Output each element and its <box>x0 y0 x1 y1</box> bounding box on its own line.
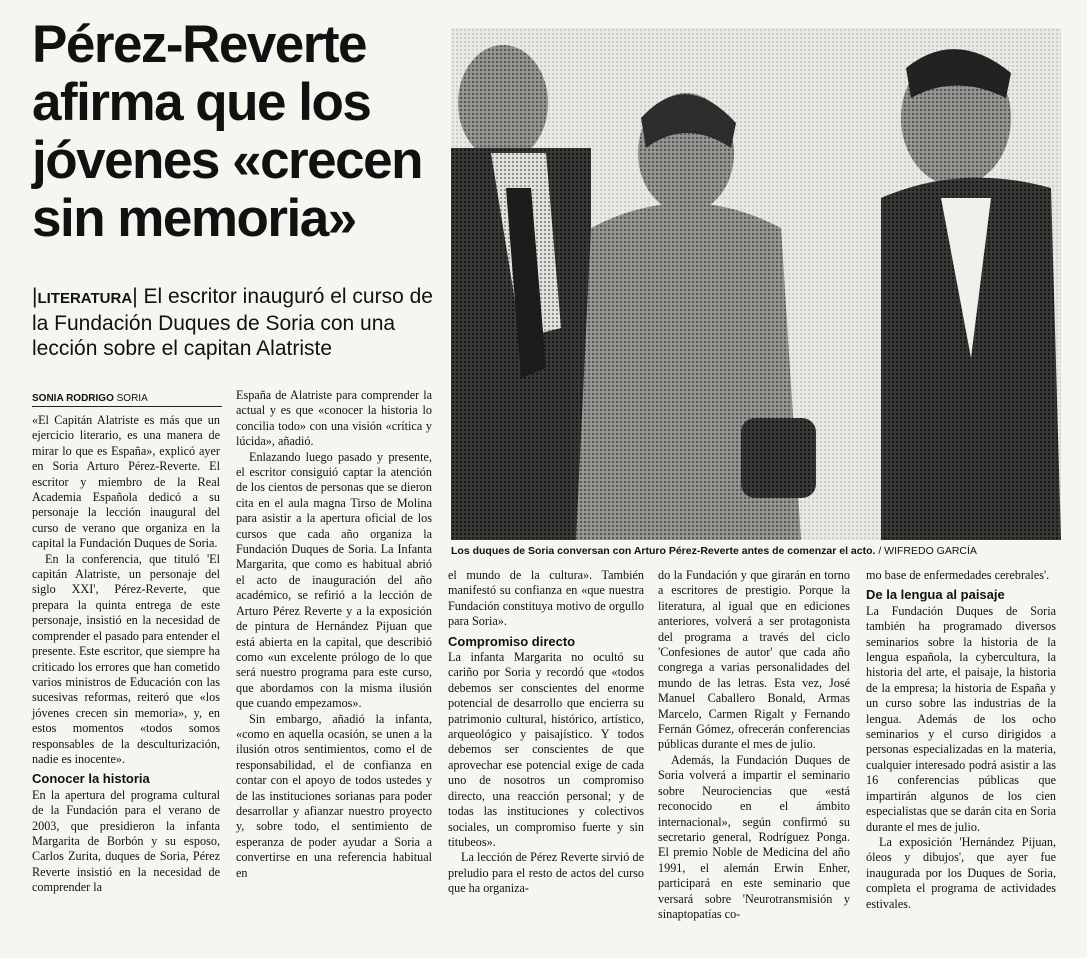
headline: Pérez-Reverte afirma que los jóvenes «crecen sin memoria» <box>32 15 422 248</box>
paragraph: En la apertura del programa cultural de la Fundación para el verano de 2003, que presidieron la infanta Margarita de Borbón y su esposo, Carlos Zurita, duques de Soria, Pérez Reverte insistió en la necesidad de comprender la <box>32 787 220 895</box>
paragraph: España de Alatriste para comprender la actual y es que «conocer la historia lo concilia todo» con una visión «crítica y lúcida», añadió. <box>236 388 432 449</box>
article-column-5 <box>866 568 1056 912</box>
paragraph: La lección de Pérez Reverte sirvió de preludio para el resto de actos del curso que ha organiza- <box>448 850 644 896</box>
section-heading: De la lengua al paisaje <box>866 587 1005 603</box>
paragraph: mo base de enfermedades cerebrales'. <box>866 568 1050 582</box>
section-heading: Compromiso directo <box>448 633 576 649</box>
article-column-3 <box>448 568 644 897</box>
paragraph: En la conferencia, que tituló 'El capitán Alatriste, un personaje del siglo XXI', Pérez-Reverte, que prepara la quinta entrega de este personaje, insistió en la necesidad de comprender el pasado para entender el presente. Este escritor, que siempre ha criticado los errores que han cometido varios ministros de Educación con las sucesivas reformas, reiteró que «los jóvenes crecen sin memoria», y, en estos momentos «todos somos responsables de la desculturización, nadie es inocente». <box>32 551 220 766</box>
paragraph: Sin embargo, añadió la infanta, «como en aquella ocasión, se unen a la ilusión otros sentimientos, como el de responsabilidad, el de confianza en contar con el apoyo de todos ustedes y de las instituciones sorianas para poder desarrollar y afianzar nuestro proyecto y, sobre todo, el sentimiento de esperanza de poder ayudar a Soria a convertirse en una referencia habitual en <box>236 711 432 880</box>
article-column-1 <box>32 413 220 896</box>
paragraph: Además, la Fundación Duques de Soria volverá a impartir el seminario sobre Neurociencias que «está reconocido en el ámbito internacional», según confirmó su secretario general, Rodríguez Ponga. El premio Noble de Medicina del año 1991, el alemán Erwin Enher, participará en este seminario que versará sobre 'Neurotransmisión y sinaptopatías co- <box>658 752 850 921</box>
subheadline-text: El escritor inauguró el curso de la Fundación Duques de Soria con una lección sobre el capitan Alatriste <box>32 285 433 360</box>
paragraph: La exposición 'Hernández Pijuan, óleos y dibujos', que ayer fue inaugurada por los Duques de Soria, completa el programa de actividades estivales. <box>866 834 1056 911</box>
paragraph: La infanta Margarita no ocultó su cariño por Soria y recordó que «todos debemos ser conscientes del enorme potencial de desarrollo que encierra su patrimonio cultural, histórico, artístico, arqueológico y paisajístico. Y todos debemos ser conscientes de que aprovechar ese potencial exige de cada uno de nosotros un compromiso directo, una reacción personal; y de todas las instituciones y colectivos sociales, un compromiso fuerte y sin titubeos». <box>448 650 644 849</box>
article-column-4 <box>658 568 850 922</box>
byline-location: SORIA <box>116 393 148 404</box>
photo-image <box>451 28 1061 540</box>
paragraph: «El Capitán Alatriste es más que un ejercicio literario, es una manera de mirar lo que es España», explicó ayer en Soria Arturo Pérez-Reverte. El escritor y miembro de la Real Academia Española dedicó a su personaje la lección inaugural del curso de verano que organiza en la capital la Fundación Duques de Soria. <box>32 413 220 551</box>
section-divider-right: | <box>132 285 138 308</box>
subheadline <box>32 284 442 361</box>
caption-text: Los duques de Soria conversan con Arturo Pérez-Reverte antes de comenzar el acto. <box>451 545 876 557</box>
byline <box>32 393 232 404</box>
paragraph: do la Fundación y que girarán en torno a escritores de prestigio. Porque la literatura, al igual que en ediciones anteriores, volverá a ser protagonista del programa a través del ciclo 'Confesiones de autor' que cada año congrega a varias personalidades del mundo de las letras. Esta vez, José Manuel Caballero Bonald, Armas Marcelo, Carmen Rigalt y Fernando Fernán Gómez, ofrecerán conferencias públicas durante el mes de julio. <box>658 568 850 752</box>
photo-caption <box>451 545 1071 557</box>
paragraph: La Fundación Duques de Soria también ha programado diversos seminarios sobre la historia de la lengua española, la cybercultura, la historia del arte, el paisaje, la historia de la empresa; la historia de España y un curso sobre las industrias de la lengua. Además de los ocho seminarios y el curso dirigidos a personas especializadas en la materia, cualquier interesado podrá asistir a las 16 conferencias públicas que impartirán algunos de los cien especialistas que se darán cita en Soria durante el mes de julio. <box>866 603 1056 834</box>
section-label: LITERATURA <box>37 290 133 307</box>
section-heading: Conocer la historia <box>32 771 150 787</box>
paragraph: el mundo de la cultura». También manifestó su confianza en «que nuestra Fundación constituya motivo de orgullo para Soria». <box>448 568 644 629</box>
photo <box>451 28 1061 540</box>
photo-credit: / WIFREDO GARCÍA <box>878 545 977 557</box>
article-column-2 <box>236 388 432 881</box>
byline-rule <box>32 406 222 407</box>
section-divider-left: | <box>32 285 38 308</box>
paragraph: Enlazando luego pasado y presente, el escritor consiguió captar la atención de los cientos de personas que se dieron cita en el aula magna Tirso de Molina para asistir a la apertura oficial de los cursos que cada año organiza la Fundación Duques de Soria. La Infanta Margarita, que como es habitual abrió el acto de inauguración del año académico, se refirió a la lección de Arturo Pérez Reverte y a la exposición de pintura de Hernández Pijuan que está abierta en la capital, que describió como «un excelente prólogo de lo que será nuestro programa para este curso, que abordamos con la misma ilusión que cuando empezamos». <box>236 449 432 711</box>
byline-author: SONIA RODRIGO <box>32 393 114 404</box>
